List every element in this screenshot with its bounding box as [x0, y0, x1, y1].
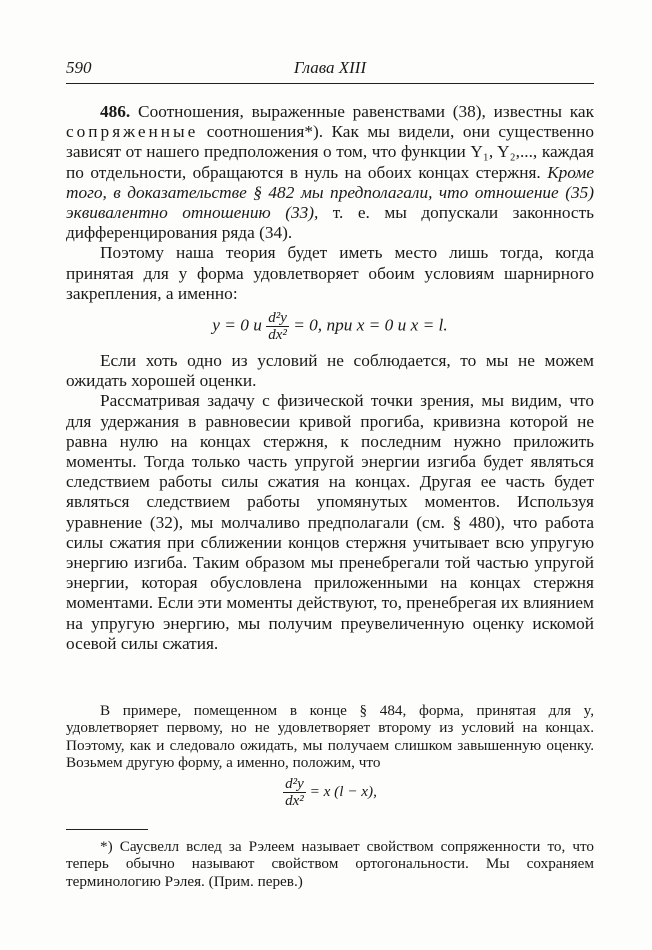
paragraph-3: Если хоть одно из условий не соблюдается, то мы не можем ожидать хорошей оценки.: [66, 351, 594, 391]
spaced-term: сопряженные: [66, 122, 199, 142]
italic-statement: Кроме того, в доказательстве § 482 мы предполагали, что отношение (35) эквивалентно отношению (33),: [66, 162, 594, 223]
paragraph-2: Поэтому наша теория будет иметь место лишь тогда, когда принятая для y форма удовлетворяет обоим условиям шарнирного закрепления, а именно:: [66, 243, 594, 303]
paragraph-486: [66, 102, 594, 243]
equation-boundary-conditions: [66, 310, 594, 343]
eq2-right: = x (l − x),: [309, 782, 377, 800]
eq1-left: y = 0 и: [212, 315, 267, 335]
footnote: [66, 838, 594, 890]
footnote-rule: [66, 829, 148, 830]
page-number: 590: [66, 58, 92, 77]
book-page: [66, 58, 594, 890]
equation-second-form: [66, 776, 594, 809]
small-print-block: [66, 702, 594, 809]
page-header: [66, 58, 594, 82]
header-rule: [66, 83, 594, 84]
eq1-denominator: dx²: [268, 327, 287, 344]
eq2-numerator: d²y: [285, 775, 304, 792]
para1-text-a: Соотношения, выраженные равенствами (38), известны как: [130, 102, 594, 121]
section-number: 486.: [100, 102, 131, 121]
chapter-title: Глава XIII: [293, 58, 367, 77]
eq2-denominator: dx²: [285, 792, 304, 809]
small-paragraph: В примере, помещенном в конце § 484, форма, принятая для y, удовлетворяет первому, но не удовлетворяет второму из условий на концах. Поэтому, как и следовало ожидать, мы получаем слишком завышенную оценку. Возьмем другую форму, а именно, положим, что: [66, 702, 594, 772]
paragraph-4: Рассматривая задачу с физической точки зрения, мы видим, что для удержания в равновесии кривой прогиба, кривизна которой не равна нулю на концах стержня, к последним нужно приложить моменты. Тогда только часть упругой энергии изгиба будет являться следствием работы силы сжатия на концах. Другая ее часть будет являться следствием работы упомянутых моментов. Используя уравнение (32), мы молчаливо предполагали (см. § 480), что работа силы сжатия при сближении концов стержня учитывает всю упругую энергию изгиба. Таким образом мы пренебрегали той частью упругой энергии, которая обусловлена приложенными на концах стержня моментами. Если эти моменты действуют, то, пренебрегая их влиянием на упругую энергию, мы получим преувеличенную оценку искомой осевой силы сжатия.: [66, 391, 594, 653]
footnote-text: *) Саусвелл вслед за Рэлеем называет свойством сопряженности то, что теперь обычно называют свойством ортогональности. Мы сохраняем терминологию Рэлея. (Прим. перев.): [66, 838, 594, 890]
eq1-right: = 0, при x = 0 и x = l.: [293, 315, 448, 335]
main-text: [66, 102, 594, 654]
para1-text-b: соотношения*). Как мы видели, они существенно зависят от нашего предположения о том, что функции Y₁, Y₂,..., каждая по отдельности, обращаются в нуль на обоих концах стержня.: [66, 122, 594, 182]
eq1-fraction: [266, 310, 289, 343]
eq2-fraction: [283, 776, 306, 809]
eq1-numerator: d²y: [268, 310, 287, 327]
para1-text-c: т. е. мы допускали законность дифференцирования ряда (34).: [66, 203, 594, 243]
